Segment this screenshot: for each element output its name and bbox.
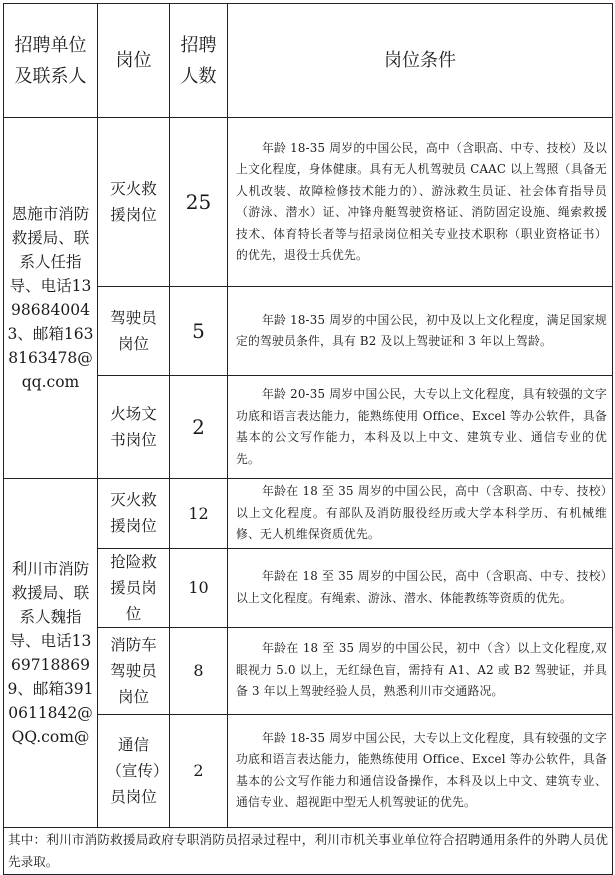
position-cell: 火场文书岗位 bbox=[98, 376, 170, 479]
count-cell: 12 bbox=[170, 479, 228, 549]
table-row bbox=[4, 118, 613, 287]
conditions-cell: 年龄 18-35 周岁的中国公民，初中及以上文化程度，满足国家规定的驾驶员条件，具有 B2 及以上驾驶证和 3 年以上驾龄。 bbox=[228, 287, 613, 376]
position-cell: 驾驶员岗位 bbox=[98, 287, 170, 376]
header-org: 招聘单位及联系人 bbox=[4, 4, 98, 118]
footer-row bbox=[4, 827, 613, 874]
header-row bbox=[4, 4, 613, 118]
footer-note: 其中：利川市消防救援局政府专职消防员招录过程中，利川市机关事业单位符合招聘通用条件的外聘人员优先录取。 bbox=[4, 827, 613, 874]
position-cell: 消防车驾驶员岗位 bbox=[98, 627, 170, 714]
conditions-cell: 年龄在 18 至 35 周岁的中国公民，高中（含职高、中专、技校）以上文化程度。有部队及消防服役经历或大学本科学历、有机械维修、无人机维保资质优先。 bbox=[228, 479, 613, 549]
header-conditions: 岗位条件 bbox=[228, 4, 613, 118]
count-cell: 2 bbox=[170, 376, 228, 479]
org-cell-lichuan: 利川市消防救援局、联系人魏指导、电话13697188699、邮箱3910611842@QQ.com@ bbox=[4, 479, 98, 828]
org-cell-enshi: 恩施市消防救援局、联系人任指导、电话13986840043、邮箱1638163478@qq.com bbox=[4, 118, 98, 479]
position-cell: 灭火救援岗位 bbox=[98, 118, 170, 287]
conditions-cell: 年龄在 18 至 35 周岁的中国公民，高中（含职高、中专、技校）以上文化程度。有绳索、游泳、潜水、体能教练等资质的优先。 bbox=[228, 548, 613, 627]
count-cell: 25 bbox=[170, 118, 228, 287]
table-row bbox=[4, 479, 613, 549]
conditions-cell: 年龄 18-35 周岁的中国公民，高中（含职高、中专、技校）及以上文化程度，身体健康。具有无人机驾驶员 CAAC 以上驾照（具备无人机改装、故障检修技术能力的）、游泳救生员证、社会体育指导员（游泳、潜水）证、冲锋舟艇驾驶资格证、消防固定设施、绳索救援技术、体育特长者等与招录岗位相关专业技术职称（职业资格证书）的优先，退役士兵优先。 bbox=[228, 118, 613, 287]
count-cell: 8 bbox=[170, 627, 228, 714]
position-cell: 灭火救援岗位 bbox=[98, 479, 170, 549]
count-cell: 10 bbox=[170, 548, 228, 627]
conditions-cell: 年龄在 18 至 35 周岁的中国公民，初中（含）以上文化程度,双眼视力 5.0 以上，无红绿色盲，需持有 A1、A2 或 B2 驾驶证，并具备 3 年以上驾驶经验人员，熟悉利川市交通路况。 bbox=[228, 627, 613, 714]
header-position: 岗位 bbox=[98, 4, 170, 118]
position-cell: 通信（宣传）员岗位 bbox=[98, 714, 170, 827]
conditions-cell: 年龄 20-35 周岁中国公民，大专以上文化程度，具有较强的文字功底和语言表达能力，能熟练使用 Office、Excel 等办公软件，具备基本的公文写作能力，本科及以上中文、建筑专业、通信专业的优先。 bbox=[228, 376, 613, 479]
count-cell: 2 bbox=[170, 714, 228, 827]
conditions-cell: 年龄 18-35 周岁中国公民，大专以上文化程度，具有较强的文字功底和语言表达能力，能熟练使用 Office、Excel 等办公软件，具备基本的公文写作能力和通信设备操作，本科及以上中文、建筑专业、通信专业、超视距中型无人机驾驶证的优先。 bbox=[228, 714, 613, 827]
recruitment-table bbox=[3, 3, 613, 875]
position-cell: 抢险救援员岗位 bbox=[98, 548, 170, 627]
header-count: 招聘人数 bbox=[170, 4, 228, 118]
count-cell: 5 bbox=[170, 287, 228, 376]
